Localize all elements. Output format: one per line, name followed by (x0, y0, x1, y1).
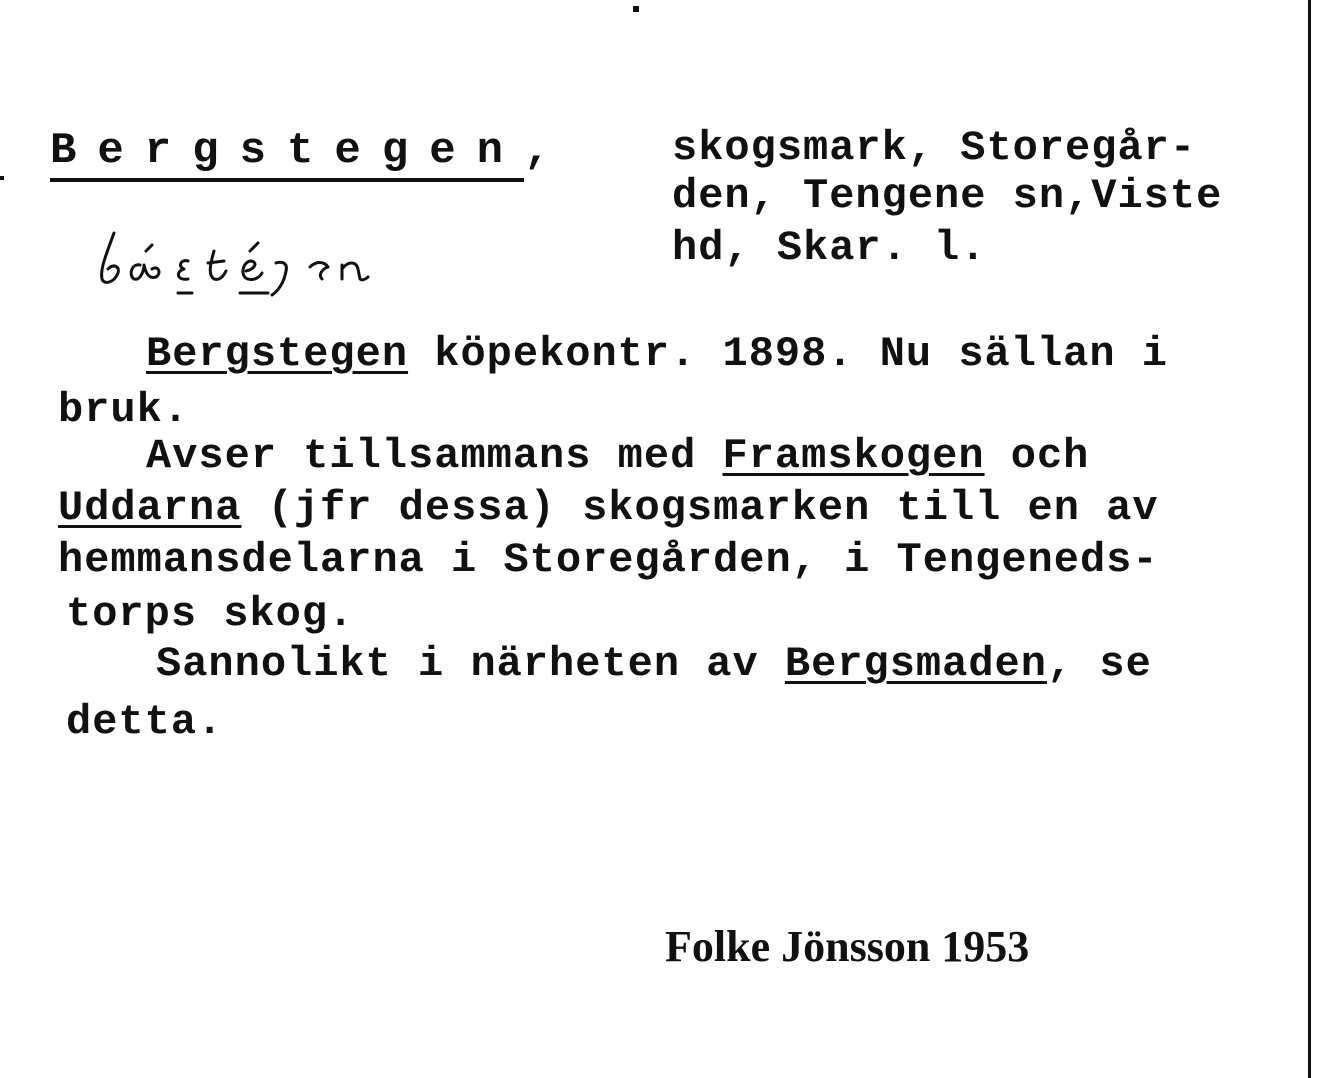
paragraph-3-text-end: , se (1046, 640, 1152, 688)
paragraph-3-line-2: detta. (66, 698, 224, 746)
paragraph-2-text-och: och (984, 432, 1090, 480)
paragraph-1-line-1 (146, 330, 1168, 378)
signature: Folke Jönsson 1953 (665, 922, 1030, 971)
reference-uddarna: Uddarna (58, 484, 242, 532)
paragraph-2-line-1 (146, 432, 1089, 480)
headword-line (50, 126, 550, 176)
paragraph-3-text-start: Sannolikt i närheten av (156, 640, 785, 688)
paragraph-2-line-2 (58, 484, 1159, 532)
reference-bergstegen: Bergstegen (146, 330, 409, 378)
paragraph-2-line-4: torps skog. (66, 590, 355, 638)
paragraph-2-text-start: Avser tillsammans med (146, 432, 723, 480)
paragraph-3-line-1 (156, 640, 1152, 688)
header-line-2: den, Tengene sn,Viste (672, 172, 1223, 220)
reference-bergsmaden: Bergsmaden (784, 640, 1047, 688)
card-right-edge (1308, 0, 1311, 1078)
paragraph-1-text: köpekontr. 1898. Nu sällan i (408, 330, 1168, 378)
reference-framskogen: Framskogen (722, 432, 985, 480)
handwritten-pronunciation (92, 225, 422, 315)
header-line-3: hd, Skar. l. (672, 224, 987, 272)
corner-mark (633, 6, 639, 12)
paragraph-1-line-2: bruk. (58, 386, 190, 434)
headword: Bergstegen (50, 126, 524, 182)
header-line-1: skogsmark, Storegår- (672, 124, 1197, 172)
paragraph-2-text-rest: (jfr dessa) skogsmarken till en av (241, 484, 1159, 532)
paragraph-2-line-3: hemmansdelarna i Storegården, i Tengeneds- (58, 536, 1159, 584)
left-margin-mark (0, 176, 4, 180)
headword-comma: , (524, 126, 551, 176)
